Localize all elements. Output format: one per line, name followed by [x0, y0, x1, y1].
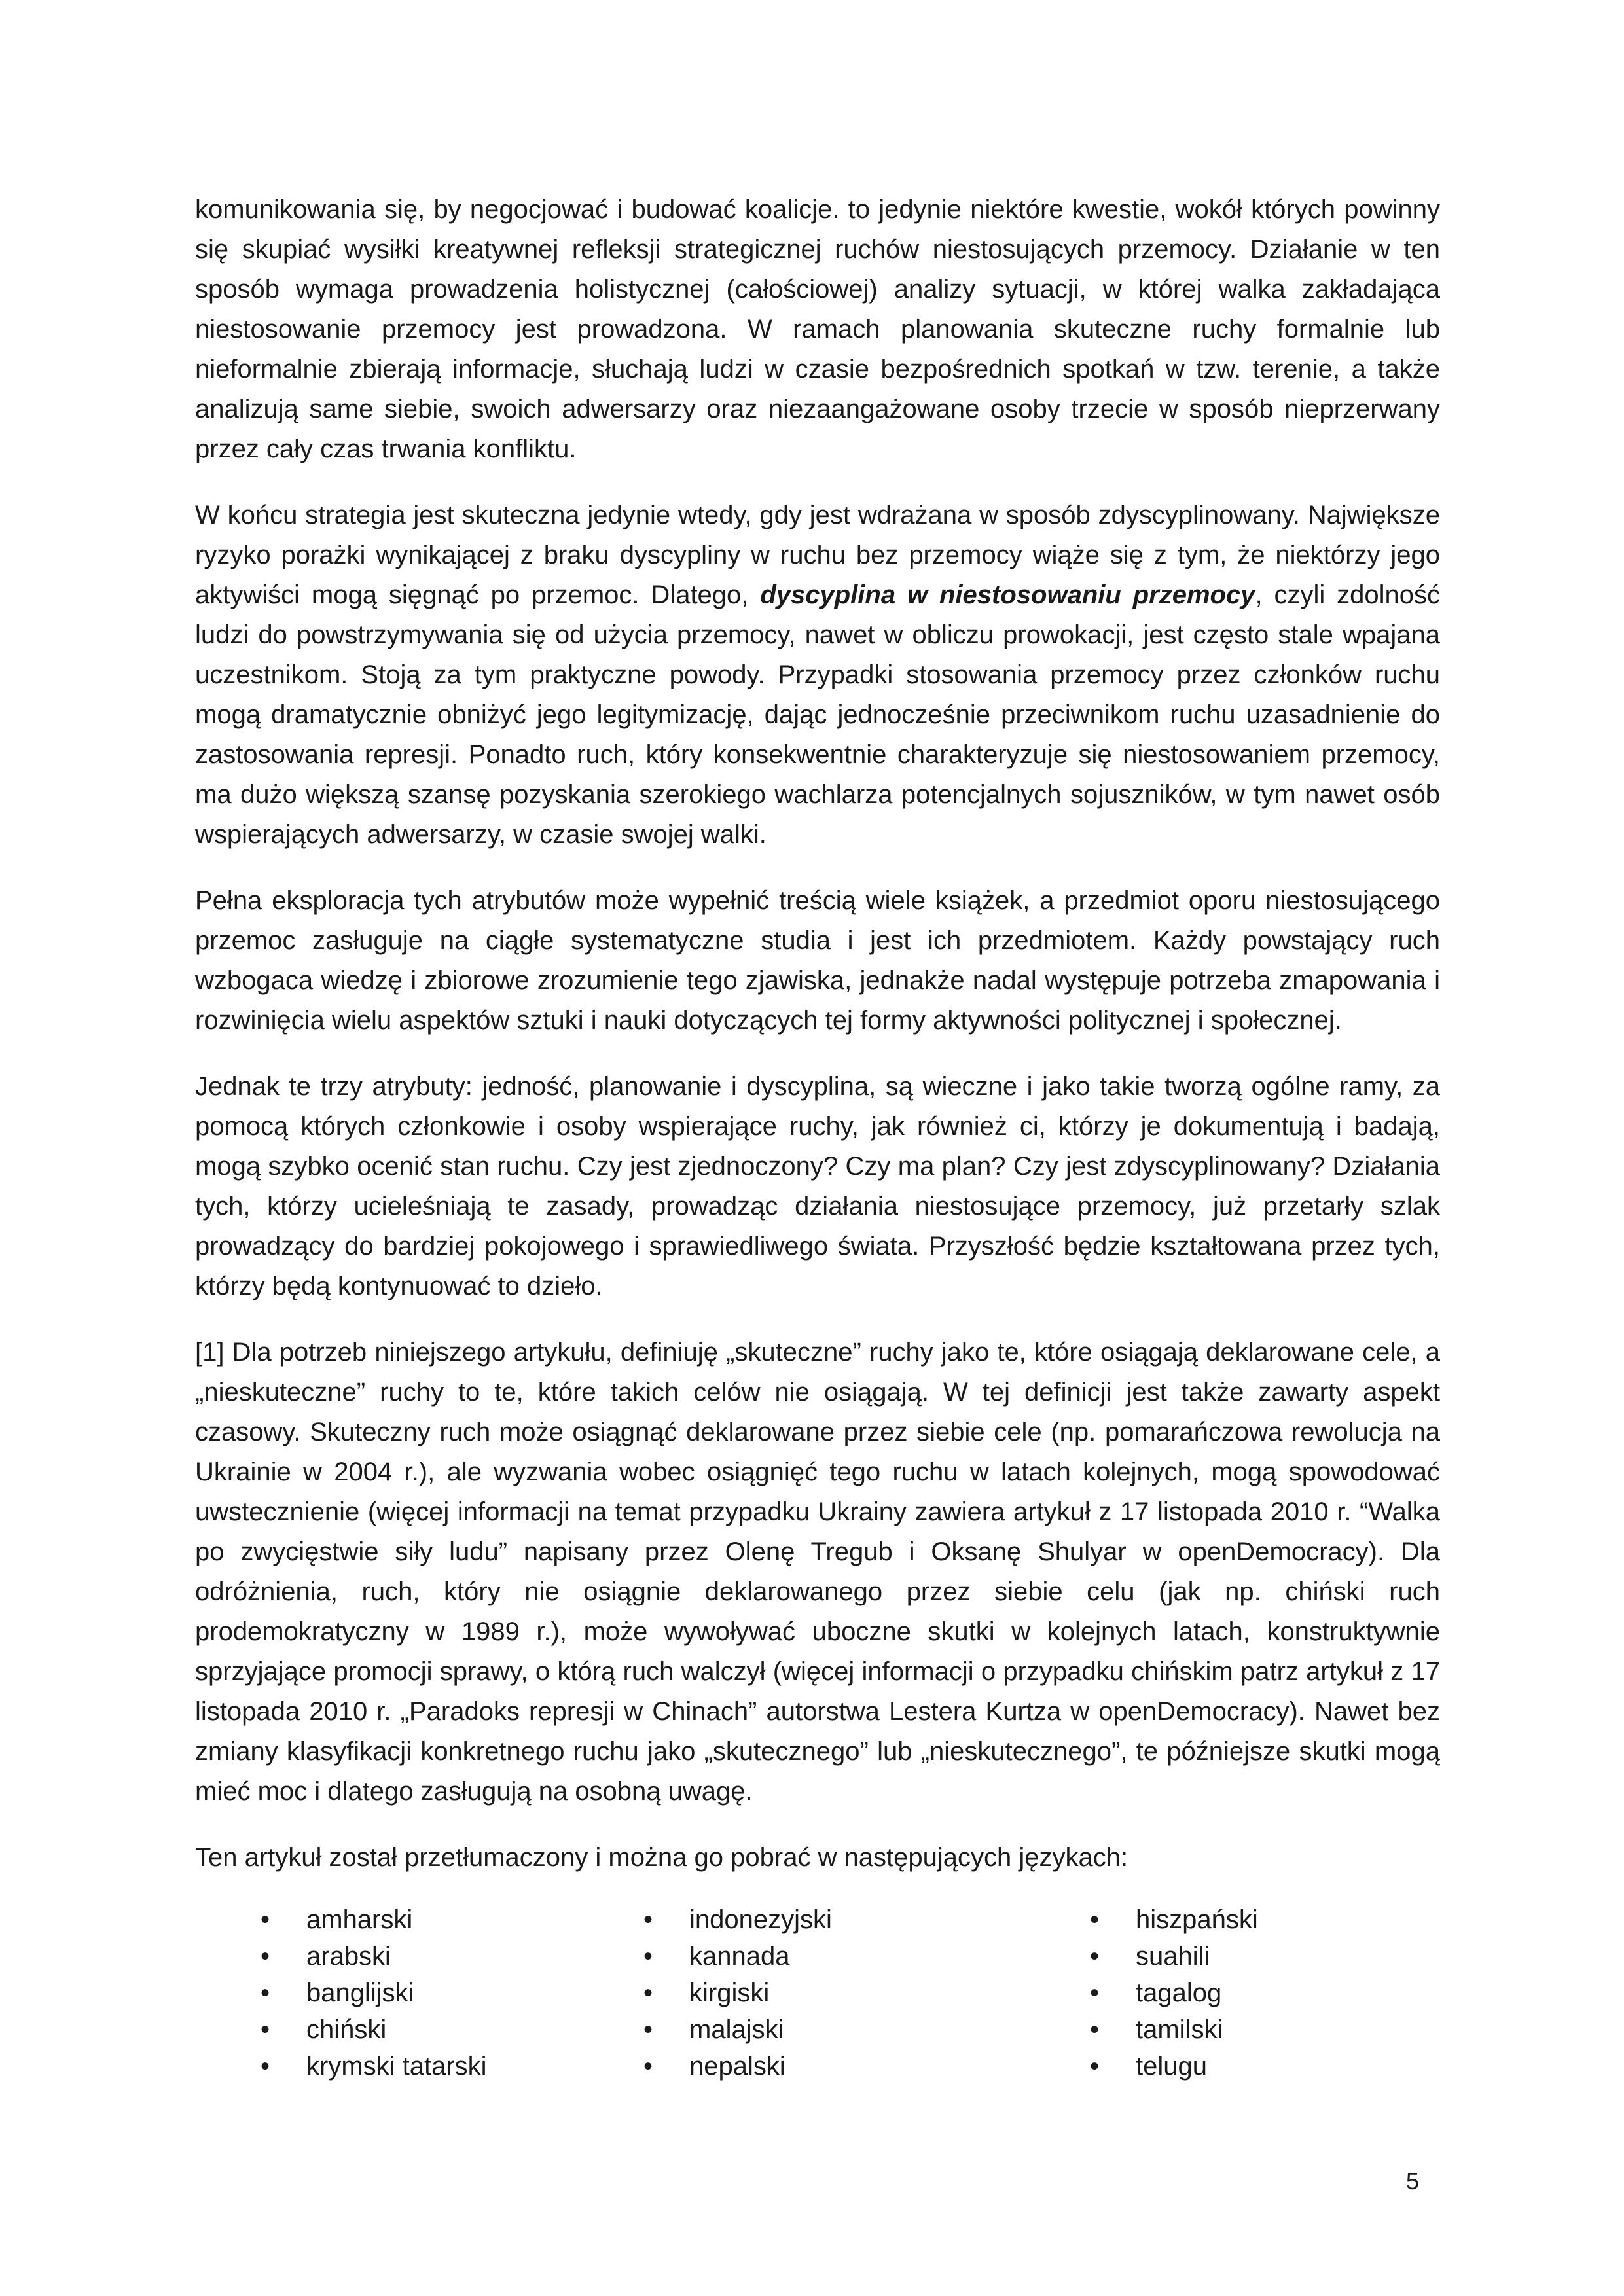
emphasized-phrase: dyscyplina w niestosowaniu przemocy [760, 581, 1255, 609]
paragraph-text-continued: , czyli zdolność ludzi do powstrzymywania się od użycia przemocy, nawet w obliczu prowokacji, jest często stale wpajana uczestnikom. Stoją za tym praktyczne powody. Przypadki stosowania przemocy przez członków ruchu mogą dramatycznie obniżyć jego legitymizację, dając jednocześnie przeciwnikom ruchu uzasadnienie do zastosowania represji. Ponadto ruch, który konsekwentnie charakteryzuje się niestosowaniem przemocy, ma dużo większą szansę pozyskania szerokiego wachlarza potencjalnych sojuszników, w tym nawet osób wspierających adwersarzy, w czasie swojej walki. [195, 581, 1440, 849]
bullet: • [643, 1942, 653, 1971]
language-link[interactable]: chiński [306, 2015, 387, 2044]
languages-column-3 [1090, 1901, 1258, 2085]
list-item [261, 1901, 487, 1938]
list-item [261, 2048, 487, 2085]
bullet: • [261, 2052, 270, 2081]
list-item [261, 1975, 487, 2011]
list-item [261, 1938, 487, 1975]
page-number: 5 [1406, 2168, 1420, 2195]
bullet: • [261, 1942, 270, 1971]
list-item [643, 2011, 832, 2048]
language-link[interactable]: arabski [306, 1942, 391, 1971]
bullet: • [261, 1979, 270, 2007]
language-link[interactable]: amharski [306, 1905, 413, 1934]
paragraph-text: Jednak te trzy atrybuty: jedność, planowanie i dyscyplina, są wieczne i jako takie tworzą ogólne ramy, za pomocą których członkowie i osoby wspierające ruchy, jak również ci, którzy je dokumentują i badają, mogą szybko ocenić stan ruchu. Czy jest zjednoczony? Czy ma plan? Czy jest zdyscyplinowany? Działania tych, którzy ucieleśniają te zasady, prowadząc działania niestosujące przemocy, już przetarły szlak prowadzący do bardziej pokojowego i sprawiedliwego świata. Przyszłość będzie kształtowana przez tych, którzy będą kontynuować to dzieło. [195, 1072, 1440, 1300]
paragraph-text: komunikowania się, by negocjować i budować koalicje. to jedynie niektóre kwestie, wokół których powinny się skupiać wysiłki kreatywnej refleksji strategicznej ruchów niestosujących przemocy. Działanie w ten sposób wymaga prowadzenia holistycznej (całościowej) analizy sytuacji, w której walka zakładająca niestosowanie przemocy jest prowadzona. W ramach planowania skuteczne ruchy formalnie lub nieformalnie zbierają informacje, słuchają ludzi w czasie bezpośrednich spotkań w tzw. terenie, a także analizują same siebie, swoich adwersarzy oraz niezaangażowane osoby trzecie w sposób nieprzerwany przez cały czas trwania konfliktu. [195, 195, 1440, 463]
paragraph-planning [195, 190, 1440, 469]
bullet: • [1090, 1942, 1100, 1971]
page-body [195, 190, 1440, 2098]
list-item [1090, 1938, 1258, 1975]
language-link[interactable]: suahili [1136, 1942, 1210, 1971]
languages-column-2 [643, 1901, 832, 2085]
list-item [261, 2011, 487, 2048]
footnote-1 [195, 1333, 1440, 1812]
list-item [643, 1975, 832, 2011]
bullet: • [643, 1905, 653, 1934]
paragraph-attributes [195, 1067, 1440, 1306]
bullet: • [261, 1905, 270, 1934]
bullet: • [1090, 1979, 1100, 2007]
languages-column-1 [261, 1901, 487, 2085]
language-link[interactable]: krymski tatarski [306, 2052, 487, 2081]
language-link[interactable]: malajski [689, 2015, 784, 2044]
footnote-text: [1] Dla potrzeb niniejszego artykułu, definiuję „skuteczne” ruchy jako te, które osiągają deklarowane cele, a „nieskuteczne” ruchy to te, które takich celów nie osiągają. W tej definicji jest także zawarty aspekt czasowy. Skuteczny ruch może osiągnąć deklarowane przez siebie cele (np. pomarańczowa rewolucja na Ukrainie w 2004 r.), ale wyzwania wobec osiągnięć tego ruchu w latach kolejnych, mogą spowodować uwstecznienie (więcej informacji na temat przypadku Ukrainy zawiera artykuł z 17 listopada 2010 r. “Walka po zwycięstwie siły ludu” napisany przez Olenę Tregub i Oksanę Shulyar w openDemocracy). Dla odróżnienia, ruch, który nie osiągnie deklarowanego przez siebie celu (jak np. chiński ruch prodemokratyczny w 1989 r.), może wywoływać uboczne skutki w kolejnych latach, konstruktywnie sprzyjające promocji sprawy, o którą ruch walczył (więcej informacji o przypadku chińskim patrz artykuł z 17 listopada 2010 r. „Paradoks represji w Chinach” autorstwa Lestera Kurtza w openDemocracy). Nawet bez zmiany klasyfikacji konkretnego ruchu jako „skutecznego” lub „nieskutecznego”, te późniejsze skutki mogą mieć moc i dlatego zasługują na osobną uwagę. [195, 1338, 1440, 1806]
list-item [1090, 1975, 1258, 2011]
language-link[interactable]: tagalog [1136, 1979, 1222, 2007]
bullet: • [261, 2015, 270, 2044]
language-link[interactable]: kannada [689, 1942, 790, 1971]
language-link[interactable]: nepalski [689, 2052, 785, 2081]
language-link[interactable]: telugu [1136, 2052, 1207, 2081]
list-item [643, 1938, 832, 1975]
bullet: • [1090, 1905, 1100, 1934]
bullet: • [643, 1979, 653, 2007]
paragraph-exploration [195, 881, 1440, 1041]
language-link[interactable]: hiszpański [1136, 1905, 1258, 1934]
list-item [1090, 2048, 1258, 2085]
paragraph-text: Pełna eksploracja tych atrybutów może wypełnić treścią wiele książek, a przedmiot oporu niestosującego przemoc zasługuje na ciągłe systematyczne studia i jest ich przedmiotem. Każdy powstający ruch wzbogaca wiedzę i zbiorowe zrozumienie tego zjawiska, jednakże nadal występuje potrzeba zmapowania i rozwinięcia wielu aspektów sztuki i nauki dotyczących tej formy aktywności politycznej i społecznej. [195, 886, 1440, 1035]
paragraph-discipline [195, 495, 1440, 855]
bullet: • [643, 2052, 653, 2081]
language-link[interactable]: indonezyjski [689, 1905, 832, 1934]
languages-intro: Ten artykuł został przetłumaczony i można go pobrać w następujących językach: [195, 1843, 1128, 1872]
list-item [1090, 2011, 1258, 2048]
list-item [1090, 1901, 1258, 1938]
bullet: • [1090, 2052, 1100, 2081]
paragraph-text: W końcu strategia jest skuteczna jedynie wtedy, gdy jest wdrażana w sposób zdyscyplinowany. Największe ryzyko porażki wynikającej z braku dyscypliny w ruchu bez przemocy wiąże się z tym, że niektórzy jego aktywiści mogą sięgnąć po przemoc. Dlatego, [195, 501, 1440, 609]
language-link[interactable]: tamilski [1136, 2015, 1223, 2044]
language-link[interactable]: banglijski [306, 1979, 414, 2007]
list-item [643, 1901, 832, 1938]
bullet: • [643, 2015, 653, 2044]
list-item [643, 2048, 832, 2085]
bullet: • [1090, 2015, 1100, 2044]
language-link[interactable]: kirgiski [689, 1979, 770, 2007]
languages-list [195, 1901, 1440, 2098]
